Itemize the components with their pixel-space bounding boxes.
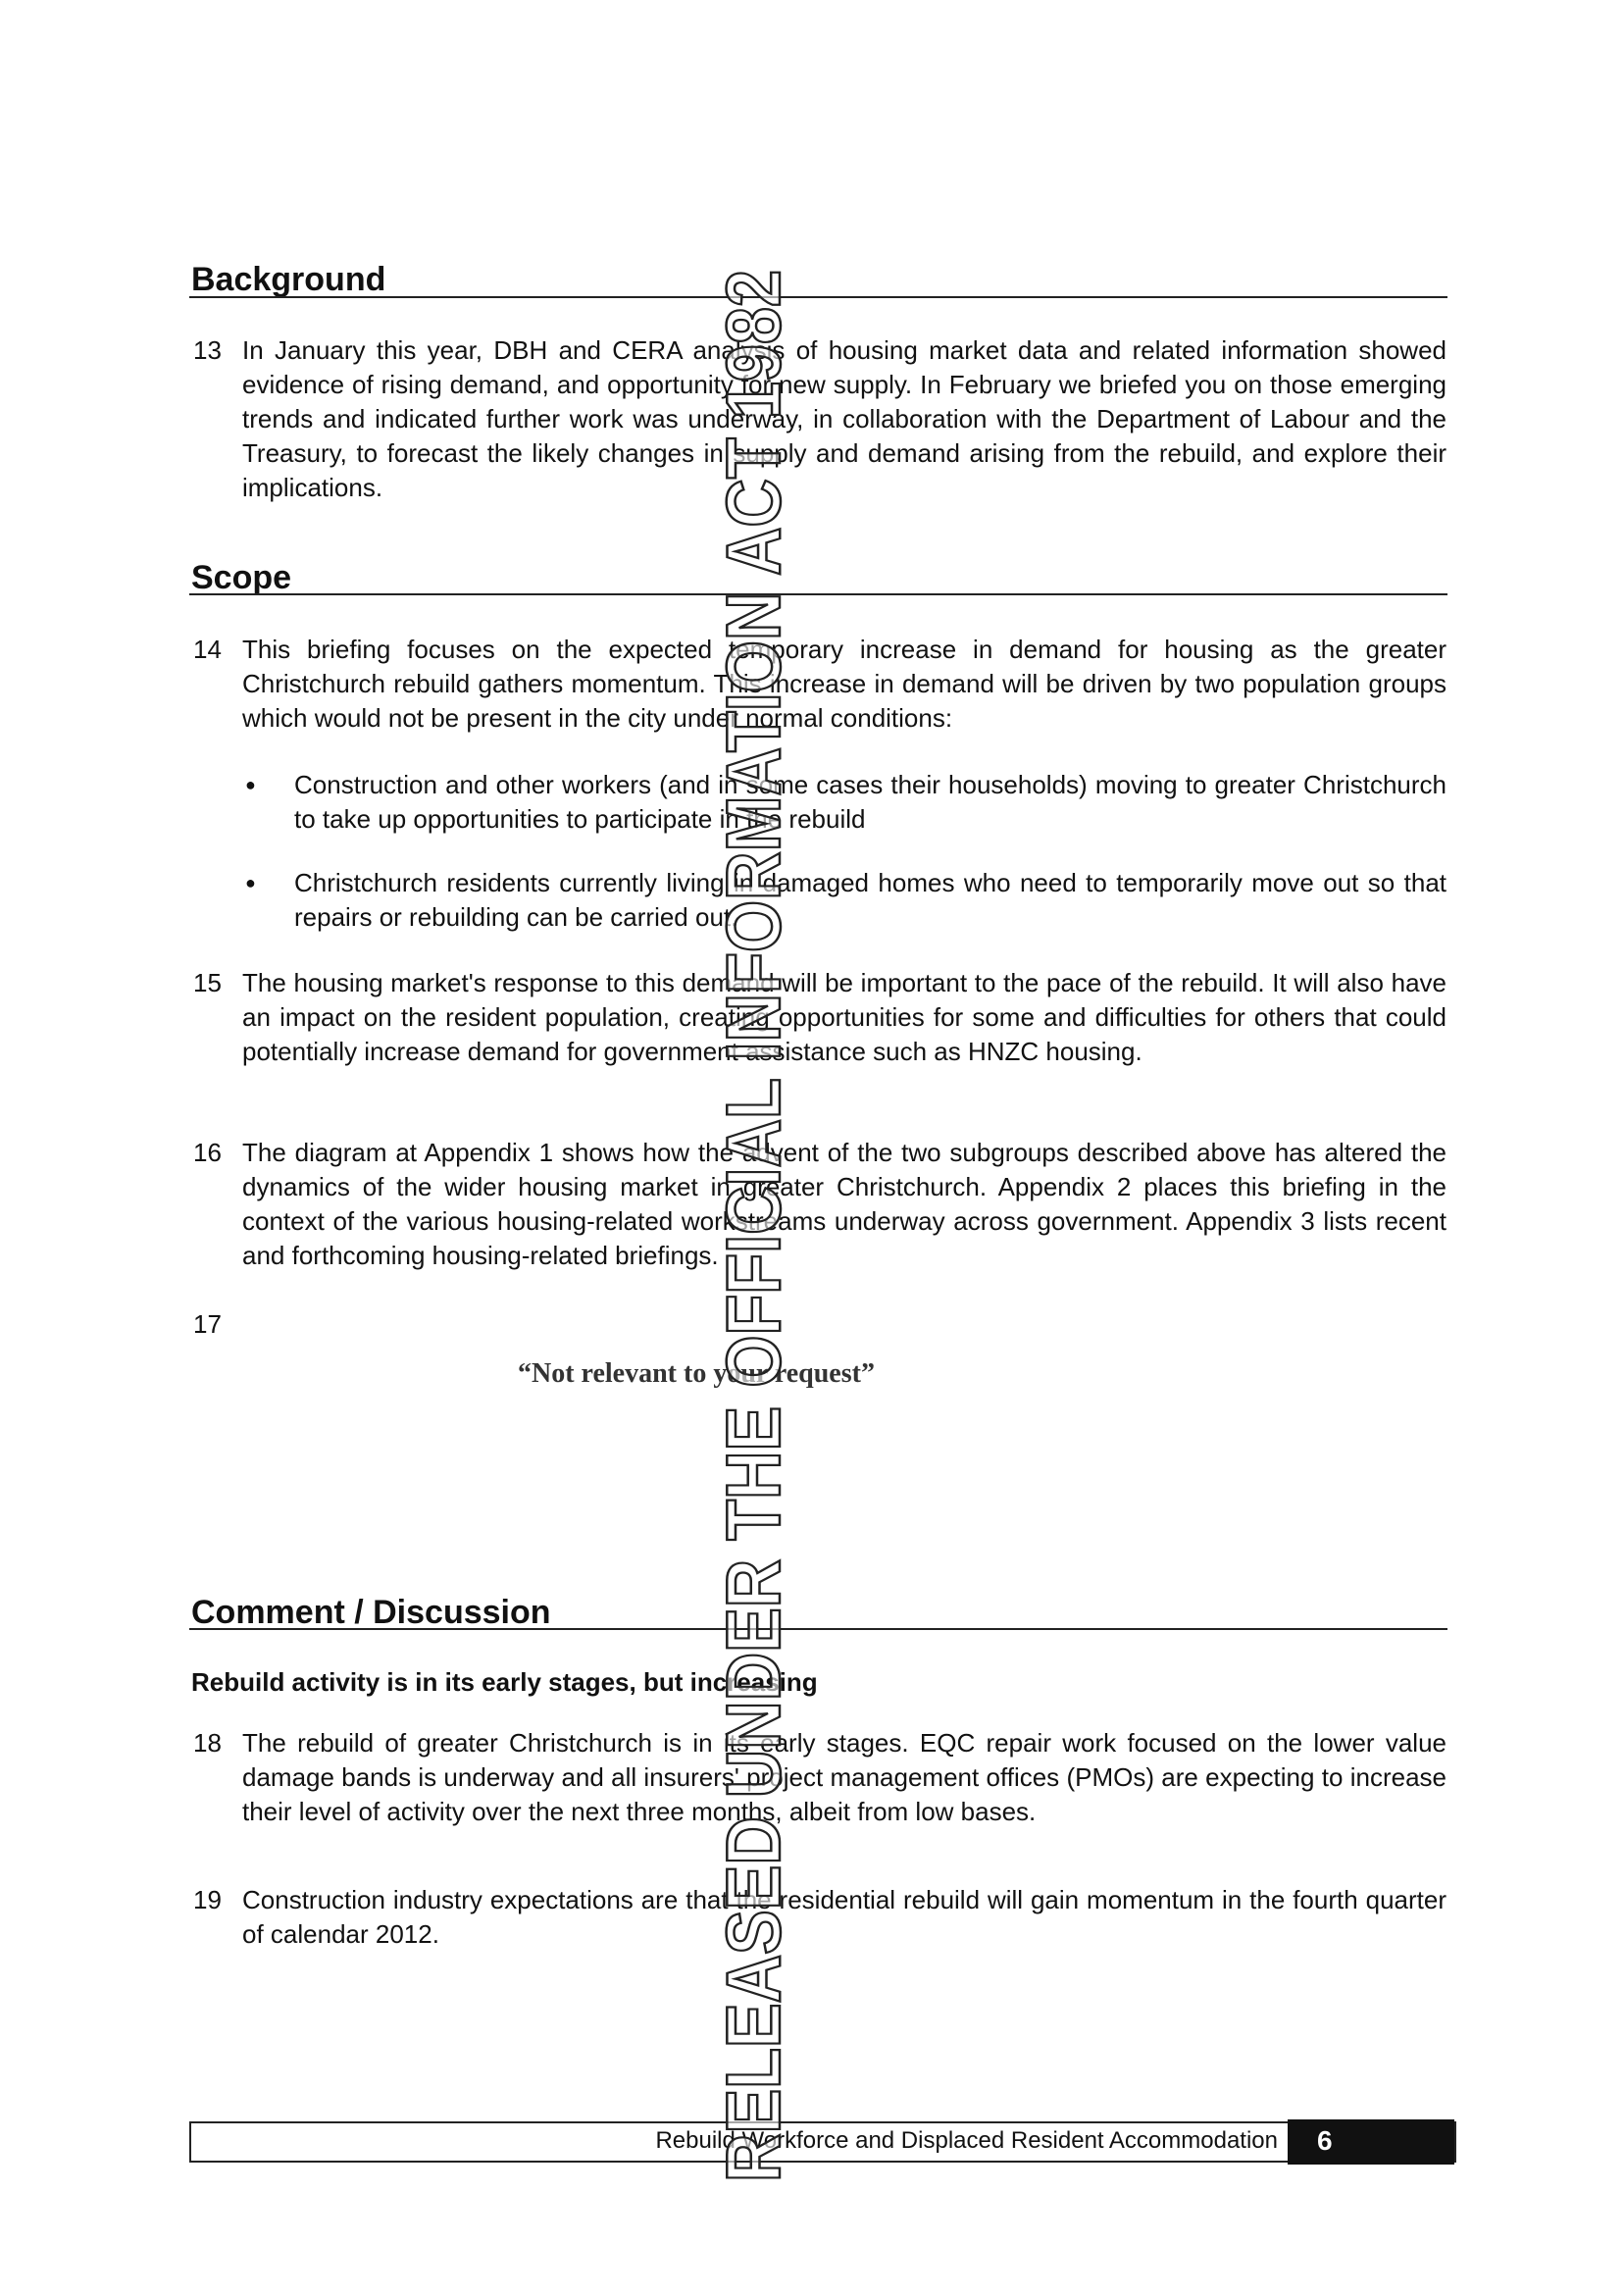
divider <box>189 593 1447 595</box>
paragraph-18 <box>193 1726 1446 1829</box>
paragraph-number: 16 <box>193 1138 222 1167</box>
subheading: Rebuild activity is in its early stages, but increasing <box>191 1667 818 1697</box>
paragraph-text: The housing market's response to this demand will be important to the pace of the rebuild. It will also have an impact on the resident population, creating opportunities for some and difficulties for others that could potentially increase demand for government assistance such as HNZC housing. <box>242 968 1446 1066</box>
paragraph-number: 18 <box>193 1728 222 1758</box>
page-number-box <box>1288 2119 1454 2165</box>
paragraph-14 <box>193 633 1446 736</box>
paragraph-number: 15 <box>193 968 222 997</box>
paragraph-number: 13 <box>193 335 222 365</box>
paragraph-text: The rebuild of greater Christchurch is in its early stages. EQC repair work focused on the lower value damage bands is underway and all insurers' project management offices (PMOs) are expecting to increase their level of activity over the next three months, albeit from low bases. <box>242 1728 1446 1826</box>
paragraph-number: 17 <box>193 1309 222 1339</box>
paragraph-number: 19 <box>193 1885 222 1914</box>
bullet-item <box>245 866 1446 935</box>
bullet-icon: ● <box>245 775 256 794</box>
redaction-note: “Not relevant to your request” <box>518 1358 875 1389</box>
heading-comment-discussion: Comment / Discussion <box>191 1594 551 1631</box>
paragraph-text: The diagram at Appendix 1 shows how the advent of the two subgroups described above has altered the dynamics of the wider housing market in greater Christchurch. Appendix 2 places this briefing in the context of the various housing-related workstreams underway across government. Appendix 3 lists recent and forthcoming housing-related briefings. <box>242 1138 1446 1270</box>
paragraph-15 <box>193 966 1446 1069</box>
page-footer <box>189 2121 1456 2163</box>
footer-title: Rebuild Workforce and Displaced Resident Accommodation <box>655 2127 1278 2154</box>
paragraph-13 <box>193 333 1446 505</box>
paragraph-text: Construction industry expectations are that the residential rebuild will gain momentum in the fourth quarter of calendar 2012. <box>242 1885 1446 1949</box>
divider <box>189 1628 1447 1630</box>
heading-scope: Scope <box>191 559 292 596</box>
bullet-icon: ● <box>245 873 256 892</box>
bullet-text: Christchurch residents currently living in damaged homes who need to temporarily move out so that repairs or rebuilding can be carried out. <box>294 868 1446 932</box>
paragraph-16 <box>193 1136 1446 1273</box>
paragraph-number: 14 <box>193 635 222 664</box>
page-number: 6 <box>1317 2125 1333 2156</box>
bullet-text: Construction and other workers (and in some cases their households) moving to greater Christchurch to take up opportunities to participate in the rebuild <box>294 770 1446 834</box>
heading-background: Background <box>191 261 386 298</box>
paragraph-text: This briefing focuses on the expected temporary increase in demand for housing as the greater Christchurch rebuild gathers momentum. This increase in demand will be driven by two population groups which would not be present in the city under normal conditions: <box>242 635 1446 733</box>
paragraph-text: In January this year, DBH and CERA analysis of housing market data and related information showed evidence of rising demand, and opportunity for new supply. In February we briefed you on those emerging trends and indicated further work was underway, in collaboration with the Department of Labour and the Treasury, to forecast the likely changes in supply and demand arising from the rebuild, and explore their implications. <box>242 335 1446 502</box>
paragraph-19 <box>193 1883 1446 1952</box>
divider <box>189 296 1447 298</box>
bullet-item <box>245 768 1446 837</box>
watermark-text: RELEASED UNDER THE OFFICIAL INFORMATION ACT 1982 <box>710 3 796 2182</box>
